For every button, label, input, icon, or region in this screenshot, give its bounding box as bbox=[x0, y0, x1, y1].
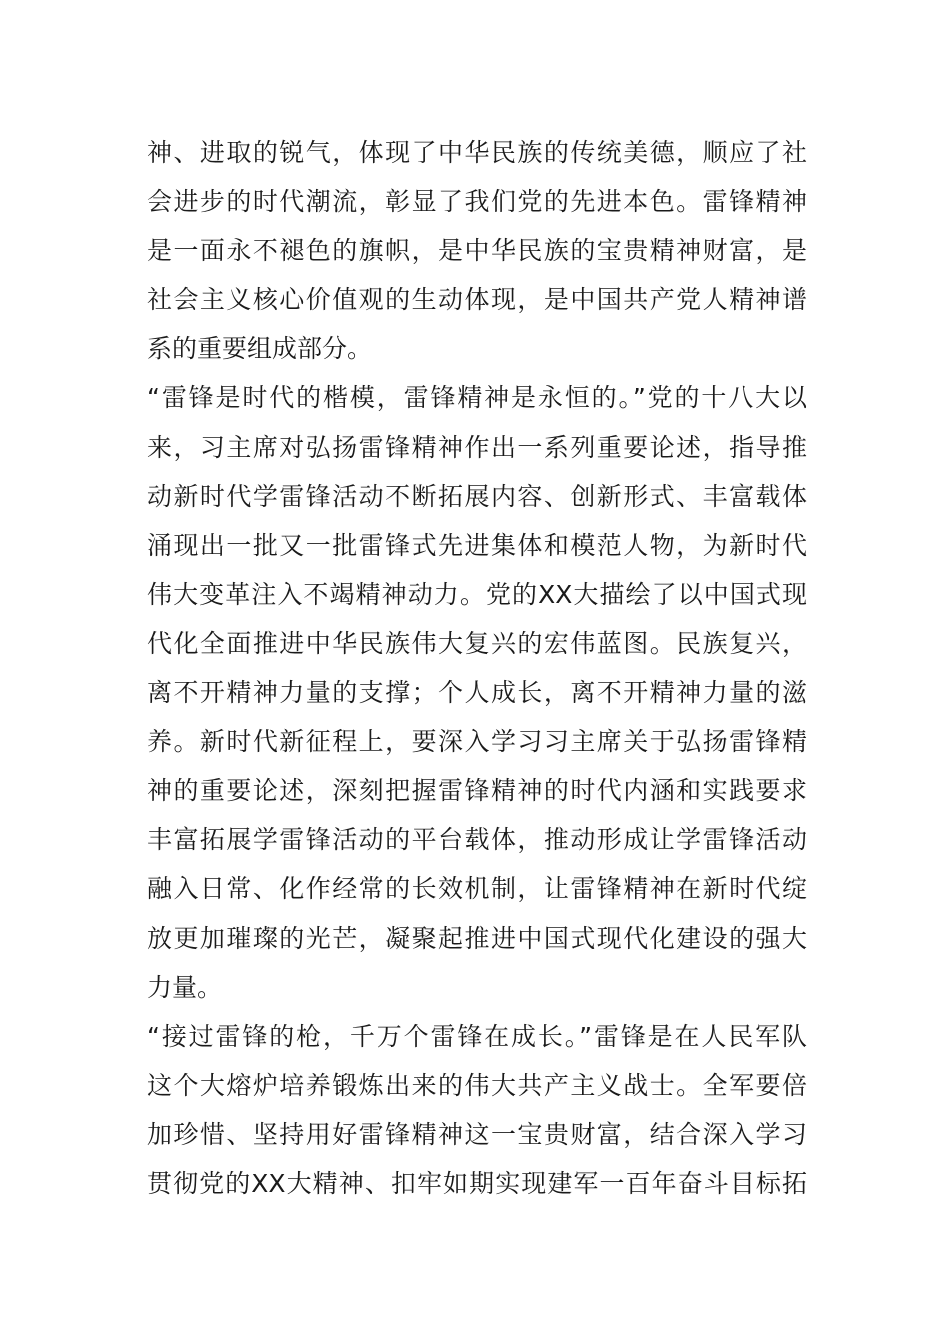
text-line: 代化全面推进中华民族伟大复兴的宏伟蓝图。民族复兴， bbox=[147, 628, 807, 658]
text-line: 涌现出一批又一批雷锋式先进集体和模范人物，为新时代 bbox=[147, 530, 807, 560]
text-line: 融入日常、化作经常的长效机制，让雷锋精神在新时代绽 bbox=[147, 874, 807, 904]
text-line: 加珍惜、坚持用好雷锋精神这一宝贵财富，结合深入学习 bbox=[147, 1119, 807, 1149]
text-line: 社会主义核心价值观的生动体现，是中国共产党人精神谱 bbox=[147, 285, 807, 315]
body-text bbox=[147, 128, 807, 1208]
text-line: 贯彻党的XX大精神、扣牢如期实现建军一百年奋斗目标拓 bbox=[147, 1168, 807, 1198]
text-line: 伟大变革注入不竭精神动力。党的XX大描绘了以中国式现 bbox=[147, 579, 807, 609]
text-line: 系的重要组成部分。 bbox=[147, 334, 373, 364]
text-line: 会进步的时代潮流，彰显了我们党的先进本色。雷锋精神 bbox=[147, 187, 807, 217]
text-line: 放更加璀璨的光芒，凝聚起推进中国式现代化建设的强大 bbox=[147, 923, 807, 953]
text-line: 来，习主席对弘扬雷锋精神作出一系列重要论述，指导推 bbox=[147, 432, 807, 462]
text-line: 离不开精神力量的支撑；个人成长，离不开精神力量的滋 bbox=[147, 678, 807, 708]
text-line: 神的重要论述，深刻把握雷锋精神的时代内涵和实践要求 bbox=[147, 776, 807, 806]
text-line: 动新时代学雷锋活动不断拓展内容、创新形式、丰富载体 bbox=[147, 481, 807, 511]
text-line: 是一面永不褪色的旗帜，是中华民族的宝贵精神财富，是 bbox=[147, 236, 807, 266]
text-line: 力量。 bbox=[147, 972, 223, 1002]
text-line: “雷锋是时代的楷模，雷锋精神是永恒的。”党的十八大以 bbox=[147, 383, 807, 413]
text-line: 这个大熔炉培养锻炼出来的伟大共产主义战士。全军要倍 bbox=[147, 1070, 807, 1100]
text-line: 神、进取的锐气，体现了中华民族的传统美德，顺应了社 bbox=[147, 138, 807, 167]
text-line: “接过雷锋的枪，千万个雷锋在成长。”雷锋是在人民军队 bbox=[147, 1021, 807, 1051]
text-line: 丰富拓展学雷锋活动的平台载体，推动形成让学雷锋活动 bbox=[147, 825, 807, 855]
text-line: 养。新时代新征程上，要深入学习习主席关于弘扬雷锋精 bbox=[147, 727, 807, 757]
